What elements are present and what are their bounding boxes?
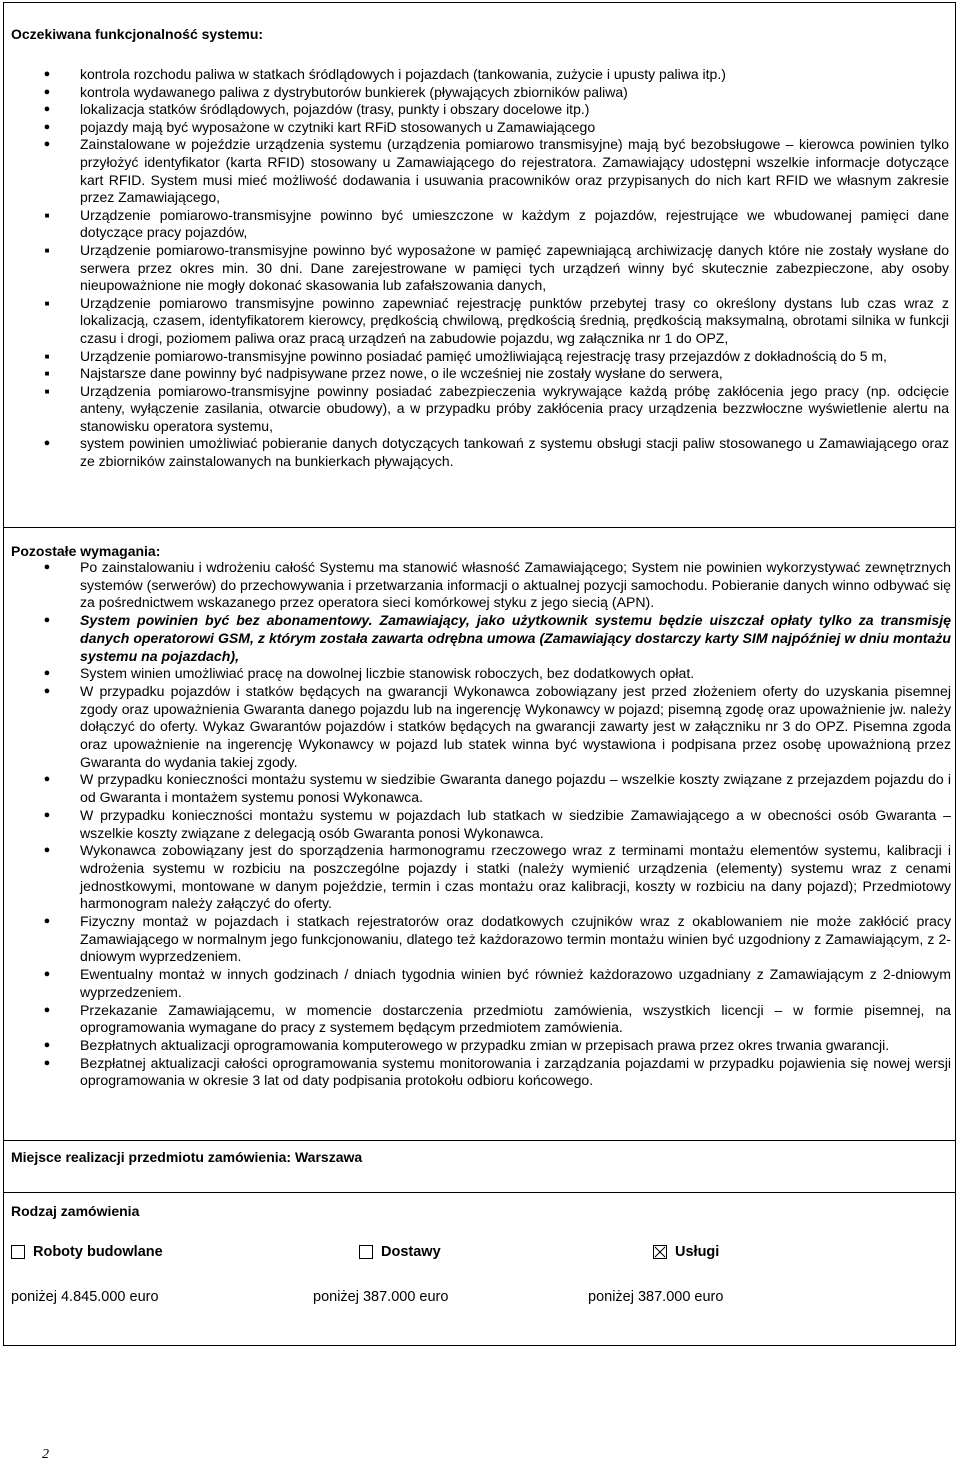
list-item: ● lokalizacja statków śródlądowych, pojazdów (trasy, punkty i obszary docelowe itp.) [4,101,955,119]
bullet-dot-icon: ● [43,773,51,786]
bullet-dot-icon: ● [43,85,51,98]
list-item: ● Ewentualny montaż w innych godzinach / dniach tygodnia winien być również każdorazowo uzgadniany z Zamawiającym z 2-dniowym wyprzedzeniem. [4,966,955,1001]
place-of-execution: Miejsce realizacji przedmiotu zamówienia: Warszawa [11,1149,363,1165]
bullet-dot-icon: ● [43,437,51,450]
section-heading-requirements: Pozostałe wymagania: [11,543,161,559]
bullet-square-icon: ■ [44,386,50,396]
list-item: ■ Urządzenie pomiarowo-transmisyjne powinno być umieszczone w każdym z pojazdów, rejestrujące we wbudowanej pamięci dane dotyczące pracy pojazdów, [4,207,955,242]
list-item: ● Wykonawca zobowiązany jest do sporządzenia harmonogramu rzeczowego wraz z terminami montażu elementów systemu, kalibracji i wdrożenia systemu w rozbiciu na poszczególne pojazdy i statki (należy wymienić urządzenia (elementy) systemu wraz z cenami jednostkowymi, montowane w danym pojeździe, termin i czas montażu oraz kalibracji, koszty w rozbiciu na dany pojazd); Przedmiotowy harmonogram należy załączyć do oferty. [4,842,955,913]
order-type-options [4,1242,955,1264]
list-item: ● W przypadku konieczności montażu systemu w siedzibie Gwaranta danego pojazdu – wszelkie koszty związane z przejazdem pojazdu do i od Gwaranta i montażem systemu ponosi Wykonawca. [4,771,955,806]
section-order-type [4,1192,955,1345]
list-item: ■ Urządzenia pomiarowo-transmisyjne powinny posiadać zabezpieczenia wykrywające każdą próbę zakłócenia jego pracy (np. odcięcie anteny, wyłączenie zasilania, otwarcie obudowy), a w przypadku próby zakłócenia pracy urządzenia bezzwłoczne wyświetlenie alertu na stanowisku operatora systemu, [4,383,955,436]
list-item: ■ Urządzenie pomiarowo-transmisyjne powinno posiadać pamięć umożliwiającą rejestrację trasy przejazdów z dokładnością do 5 m, [4,348,955,366]
checkbox-empty-icon[interactable] [359,1245,373,1259]
bullet-square-icon: ■ [44,351,50,361]
checkbox-empty-icon[interactable] [11,1245,25,1259]
list-item: ● Zainstalowane w pojeździe urządzenia systemu (urządzenia pomiarowo transmisyjne) mają być bezobsługowe – kierowca powinien tylko przyłożyć identyfikator (karta RFID) stosowany u Zamawiającego do rejestratora. Zamawiający udostępni wszelkie informacje dotyczące kart RFID. System musi mieć możliwość dodawania i usuwania pracowników oraz przypisanych do nich kart RFID we własnym zakresie przez Zamawiającego, [4,136,955,206]
list-item: ● system powinien umożliwiać pobieranie danych dotyczących tankowań z systemu obsługi stacji paliw stosowanego u Zamawiającego oraz ze zbiorników zainstalowanych na bunkierkach pływających. [4,435,955,470]
list-item: ● System winien umożliwiać pracę na dowolnej liczbie stanowisk roboczych, bez dodatkowych opłat. [4,665,955,683]
threshold-services: poniżej 387.000 euro [588,1289,724,1305]
list-item: ■ Urządzenie pomiarowo-transmisyjne powinno być wyposażone w pamięć zapewniającą archiwizację danych które nie zostały wysłane do serwera przez okres min. 30 dni. Dane zarejestrowane w pamięci tych urządzeń winny być skutecznie zabezpieczone, aby osoby nieupoważnione nie mogły dokonać skasowania lub zafałszowania danych, [4,242,955,295]
list-item: ■ Najstarsze dane powinny być nadpisywane przez nowe, o ile wcześniej nie zostały wysłane do serwera, [4,365,955,383]
bullet-dot-icon: ● [43,915,51,928]
section-other-requirements [4,527,955,1141]
bullet-square-icon: ■ [44,298,50,308]
list-item: ● kontrola wydawanego paliwa z dystrybutorów bunkierek (pływających zbiorników paliwa) [4,84,955,102]
list-item: ● pojazdy mają być wyposażone w czytniki kart RFiD stosowanych u Zamawiającego [4,119,955,137]
functionality-list [4,66,955,471]
threshold-supplies: poniżej 387.000 euro [313,1289,449,1305]
requirements-list [4,559,955,1090]
bullet-dot-icon: ● [43,138,51,151]
section-place-of-execution [4,1140,955,1193]
option-supplies[interactable]: Dostawy [359,1242,441,1262]
list-item: ● Po zainstalowaniu i wdrożeniu całość Systemu ma stanowić własność Zamawiającego; System nie powinien wykorzystywać zewnętrznych systemów (serwerów) do przechowywania i przetwarzania informacji o aktualnej pozycji samochodu. Pobieranie danych winno odbywać się za pośrednictwem wskazanego przez operatora sieci komórkowej styku z jego siecią (APN). [4,559,955,612]
list-item-emphasized: ● System powinien być bez abonamentowy. Zamawiający, jako użytkownik systemu będzie uiszczał opłaty tylko za transmisję danych operatorowi GSM, z którym została zawarta odrębna umowa (Zamawiający dostarczy karty SIM najpóźniej w dniu montażu systemu na pojazdach), [4,612,955,665]
list-item: ● Przekazanie Zamawiającemu, w momencie dostarczenia przedmiotu zamówienia, wszystkich licencji – w formie pisemnej, na oprogramowania wymagane do pracy z systemem będącym przedmiotem zamówienia. [4,1002,955,1037]
bullet-dot-icon: ● [43,844,51,857]
list-item: ● Bezpłatnej aktualizacji całości oprogramowania systemu monitorowania i zarządzania pojazdami w przypadku pojawienia się nowej wersji oprogramowania w okresie 3 lat od daty podpisania protokołu odbioru końcowego. [4,1055,955,1090]
option-works[interactable]: Roboty budowlane [11,1242,163,1262]
bullet-dot-icon: ● [43,667,51,680]
list-item: ● Bezpłatnych aktualizacji oprogramowania komputerowego w przypadku zmian w przepisach prawa przez okres trwania gwarancji. [4,1037,955,1055]
bullet-dot-icon: ● [43,684,51,697]
bullet-square-icon: ■ [44,210,50,220]
bullet-dot-icon: ● [43,561,51,573]
bullet-dot-icon: ● [43,1038,51,1051]
list-item: ● W przypadku pojazdów i statków będących na gwarancji Wykonawca zobowiązany jest przed złożeniem oferty do uzyskania pisemnej zgody oraz upoważnienia Gwaranta danego pojazdu lub na ingerencję Wykonawcy w pojazd; pisemną zgodę oraz upoważnienie jw. należy dołączyć do oferty. Wykaz Gwarantów pojazdów i statków będących na gwarancji zawarty jest w załączniku nr 3 do OPZ. Pisemna zgoda oraz upoważnienie na ingerencję Wykonawcy w pojazd lub statek winna być wystawiona i podpisana przez osobę upoważnioną przez Gwaranta do wydania takiej zgody. [4,683,955,772]
bullet-dot-icon: ● [43,968,51,981]
bullet-dot-icon: ● [43,103,51,116]
list-item: ■ Urządzenie pomiarowo transmisyjne powinno zapewniać rejestrację punktów przebytej trasy co określony dystans lub czas wraz z lokalizacją, czasem, identyfikatorem kierowcy, prędkością chwilową, prędkością średnią, prędkością maksymalną, obrotami silnika w funkcji czasu i drogi, poziomem paliwa oraz pracą urządzeń na zabudowie pojazdu, wg załącznika nr 1 do OPZ, [4,295,955,348]
bullet-dot-icon: ● [43,808,51,821]
list-item: ● W przypadku konieczności montażu systemu w pojazdach lub statkach w siedzibie Zamawiającego a w obecności osób Gwaranta – wszelkie koszty związane z delegacją osób Gwaranta ponosi Wykonawca. [4,807,955,842]
list-item: ● Fizyczny montaż w pojazdach i statkach rejestratorów oraz dodatkowych czujników wraz z okablowaniem nie może zakłócić pracy Zamawiającego w normalnym jego funkcjonowaniu, dlatego też każdorazowo termin montażu winien być uzgodniony z Zamawiającym, z 2-dniowym wyprzedzeniem. [4,913,955,966]
threshold-works: poniżej 4.845.000 euro [11,1289,159,1305]
order-type-heading: Rodzaj zamówienia [11,1203,140,1219]
option-services[interactable]: Usługi [653,1242,719,1262]
section-expected-functionality [4,3,955,528]
bullet-square-icon: ■ [44,369,50,379]
thresholds-row [4,1287,955,1307]
checkbox-checked-icon[interactable] [653,1245,667,1259]
list-item: ● kontrola rozchodu paliwa w statkach śródlądowych i pojazdach (tankowania, zużycie i upusty paliwa itp.) [4,66,955,84]
bullet-dot-icon: ● [43,1003,51,1016]
checkmark-x-icon [654,1246,666,1258]
section-heading-functionality: Oczekiwana funkcjonalność systemu: [11,26,264,42]
bullet-dot-icon: ● [43,68,51,80]
bullet-square-icon: ■ [44,245,50,255]
bullet-dot-icon: ● [43,1056,51,1069]
document-frame [3,2,956,1346]
page-number: 2 [42,1447,49,1462]
bullet-dot-icon: ● [43,614,51,627]
bullet-dot-icon: ● [43,120,51,133]
